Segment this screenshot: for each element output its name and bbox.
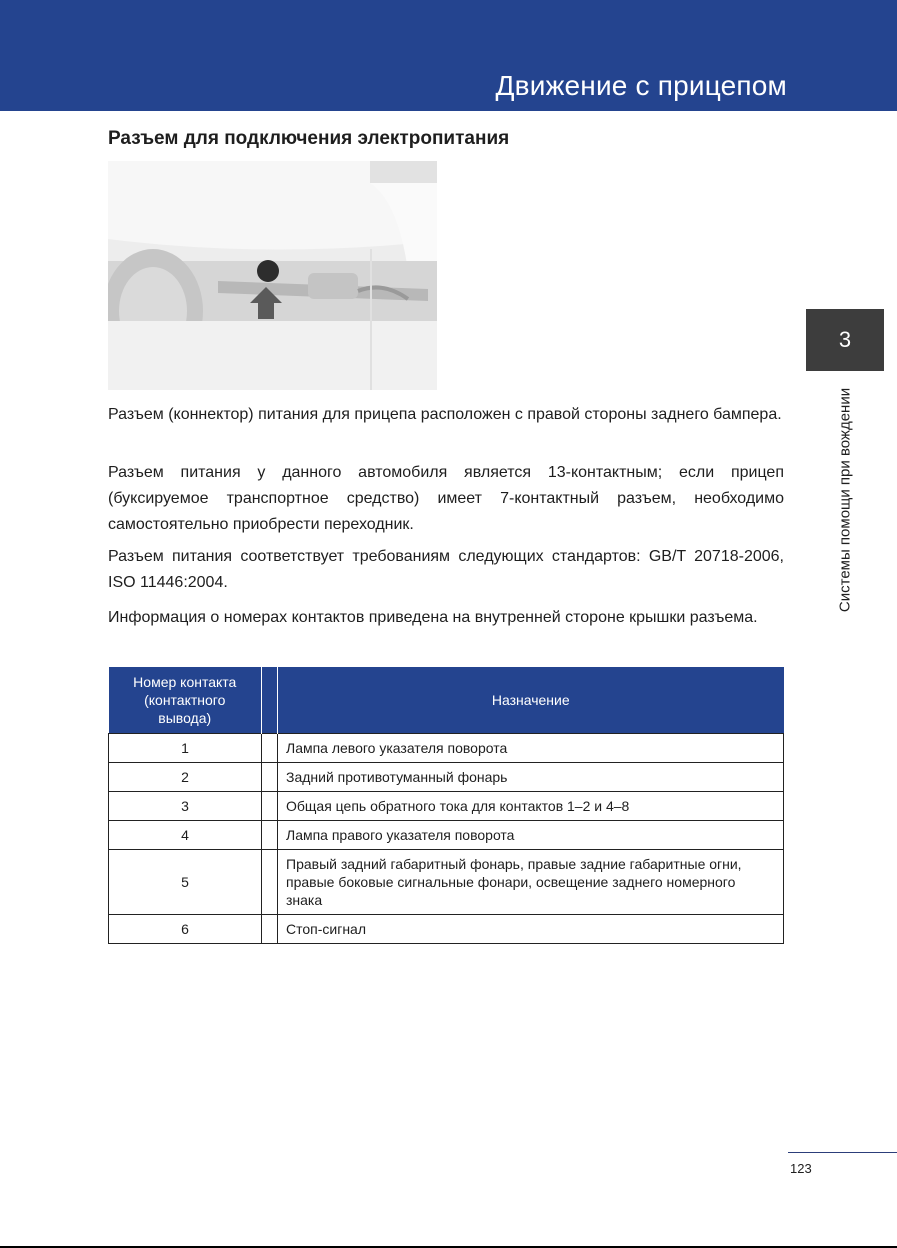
table-header-row [109, 667, 784, 734]
table-row [109, 915, 784, 944]
paragraph-standards: Разъем питания соответствует требованиям следующих стандартов: GB/T 20718-2006, ISO 11446:2004. [108, 548, 784, 591]
pin-number: 5 [109, 850, 262, 915]
row-spacer [262, 821, 278, 850]
chapter-side-label: Системы помощи при вождении [836, 387, 854, 613]
header-pin-line: (контактного [144, 692, 226, 708]
table-row [109, 850, 784, 915]
row-spacer [262, 734, 278, 763]
page-number: 123 [790, 1161, 812, 1176]
section-heading: Разъем для подключения электропитания [108, 128, 510, 149]
paragraph-pin-info: Информация о номерах контактов приведена на внутренней стороне крышки разъема. [108, 609, 758, 626]
pin-number: 6 [109, 915, 262, 944]
pin-purpose: Задний противотуманный фонарь [278, 763, 784, 792]
row-spacer [262, 915, 278, 944]
header-spacer [262, 667, 278, 734]
pin-purpose: Лампа правого указателя поворота [278, 821, 784, 850]
footer-rule [788, 1152, 897, 1153]
paragraph-location: Разъем (коннектор) питания для прицепа расположен с правой стороны заднего бампера. [108, 406, 782, 423]
pin-purpose: Стоп-сигнал [278, 915, 784, 944]
chapter-tab: 3 [806, 309, 884, 371]
page-title: Движение с прицепом [495, 70, 787, 101]
pin-table [108, 667, 784, 944]
pin-purpose: Общая цепь обратного тока для контактов 1–2 и 4–8 [278, 792, 784, 821]
connector-photo [108, 161, 437, 390]
table-row [109, 763, 784, 792]
table-row [109, 792, 784, 821]
pin-number: 2 [109, 763, 262, 792]
header-pin-line: Номер контакта [133, 674, 237, 690]
header-pin-line: вывода) [158, 710, 212, 726]
pin-number: 1 [109, 734, 262, 763]
pin-purpose: Лампа левого указателя поворота [278, 734, 784, 763]
row-spacer [262, 850, 278, 915]
table-row [109, 734, 784, 763]
pin-number: 3 [109, 792, 262, 821]
row-spacer [262, 792, 278, 821]
header-purpose: Назначение [278, 667, 784, 734]
pin-number: 4 [109, 821, 262, 850]
paragraph-adapter: Разъем питания у данного автомобиля является 13-контактным; если прицеп (буксируемое транспортное средство) имеет 7-контактный разъем, необходимо самостоятельно приобрести переходник. [108, 464, 784, 533]
header-pin-number [109, 667, 262, 734]
pin-purpose: Правый задний габаритный фонарь, правые задние габаритные огни, правые боковые сигнальные фонари, освещение заднего номерного знака [278, 850, 784, 915]
row-spacer [262, 763, 278, 792]
table-row [109, 821, 784, 850]
